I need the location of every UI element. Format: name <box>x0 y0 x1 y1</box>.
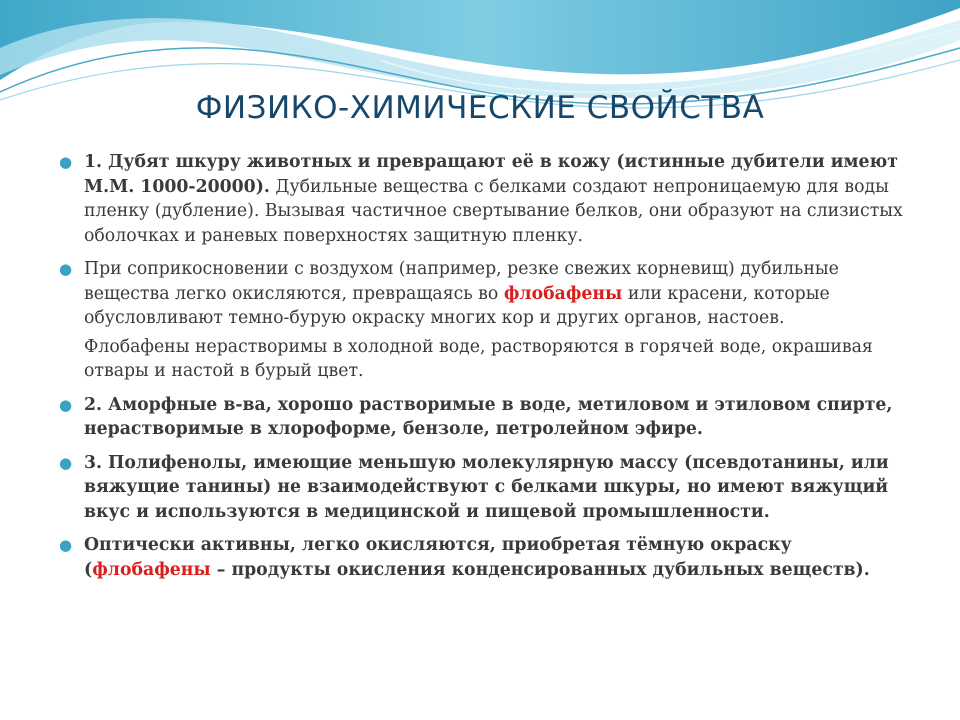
paragraph-3 <box>59 335 909 384</box>
paragraph-4-bold: 2. Аморфные в-ва, хорошо растворимые в воде, метиловом и этиловом спирте, нерастворимые в хлороформе, бензоле, петролейном эфире. <box>84 394 893 439</box>
paragraph-2-highlight: флобафены <box>503 283 623 304</box>
bullet-paragraph-2 <box>59 257 909 331</box>
paragraph-6-bold-after: – продукты окисления конденсированных дубильных веществ). <box>210 559 870 580</box>
paragraph-6-bold-before: Оптически активны, легко окисляются, приобретая тёмную окраску ( <box>84 535 792 580</box>
bullet-paragraph-6 <box>59 533 909 582</box>
paragraph-3-text: Флобафены нерастворимы в холодной воде, растворяются в горячей воде, окрашивая отвары и настой в бурый цвет. <box>84 336 873 381</box>
bullet-paragraph-4 <box>59 393 909 442</box>
slide-content <box>59 150 909 591</box>
bullet-paragraph-1 <box>59 150 909 248</box>
slide-title: ФИЗИКО-ХИМИЧЕСКИЕ СВОЙСТВА <box>195 90 765 126</box>
paragraph-2-text-before: При соприкосновении с воздухом (например, резке свежих корневищ) дубильные вещества легко окисляются, превращаясь во <box>84 259 839 304</box>
bullet-icon: ● <box>59 395 73 414</box>
paragraph-2-text-after: или красени, которые обусловливают темно-бурую окраску многих кор и других органов, настоев. <box>84 283 830 328</box>
bullet-icon: ● <box>59 153 73 171</box>
bullet-icon: ● <box>59 260 73 278</box>
paragraph-5-bold: 3. Полифенолы, имеющие меньшую молекулярную массу (псевдотанины, или вяжущие танины) не взаимодействуют с белками шкуры, но имеют вяжущий вкус и используются в медицинской и пищевой промышленности. <box>84 452 889 522</box>
bullet-paragraph-5 <box>59 451 909 525</box>
paragraph-1-bold: 1. Дубят шкуру животных и превращают её в кожу (истинные дубители имеют М.М. 1000-20000). <box>84 152 898 197</box>
bullet-icon: ● <box>59 453 73 472</box>
paragraph-6-highlight: флобафены <box>92 559 211 580</box>
paragraph-1-text: Дубильные вещества с белками создают непроницаемую для воды пленку (дубление). Вызывая частичное свертывание белков, они образуют на слизистых оболочках и раневых поверхностях защитную пленку. <box>84 176 903 246</box>
bullet-icon: ● <box>59 536 73 554</box>
